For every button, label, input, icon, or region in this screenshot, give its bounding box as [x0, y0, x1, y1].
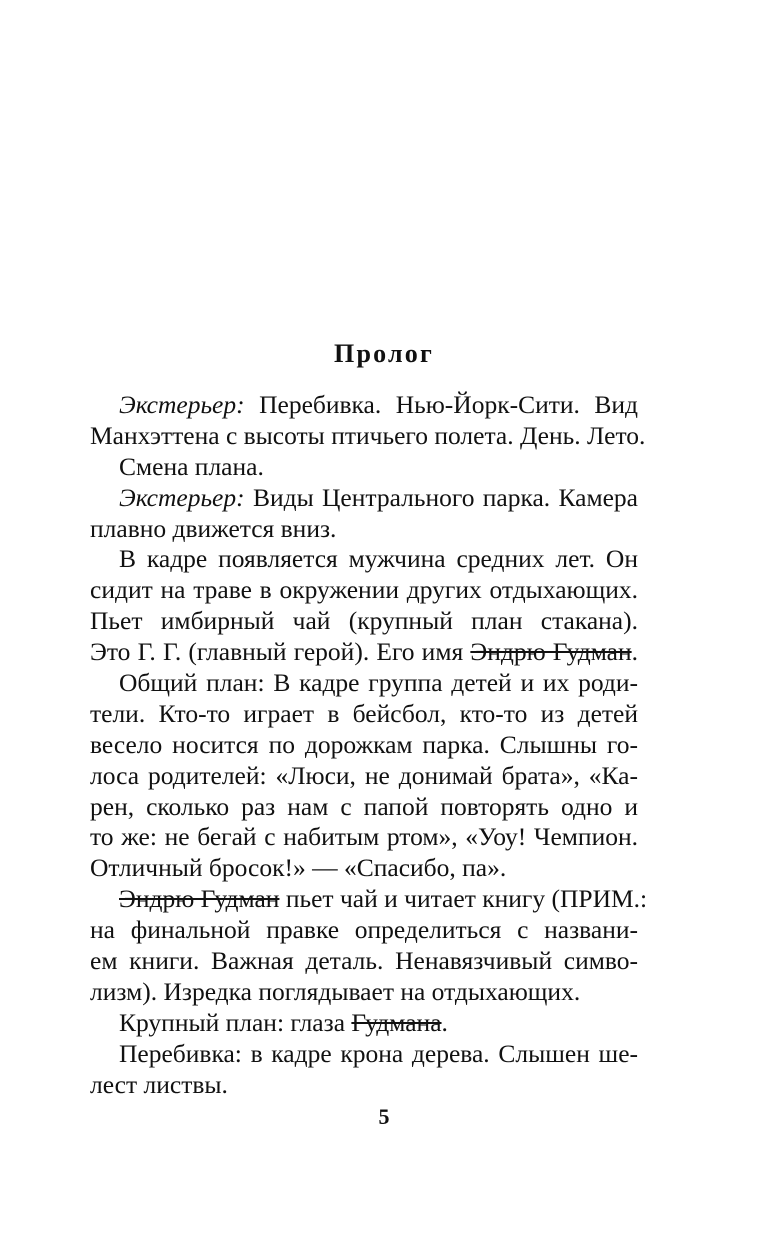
- paragraph-4-line-4: [90, 637, 638, 668]
- paragraph-3-line-1: [90, 483, 638, 514]
- text-fragment: .: [631, 637, 638, 667]
- scene-heading-exterior: Экстерьер:: [119, 390, 245, 419]
- paragraph-5-line-2: тели. Кто-то играет в бейсбол, кто-то из детей: [90, 698, 638, 728]
- text-fragment: Перебивка. Нью-Йорк-Сити. Вид: [259, 390, 639, 419]
- paragraph-7-line-1: [90, 1008, 638, 1039]
- paragraph-1-line-1: [90, 390, 638, 421]
- paragraph-5-line-4: лоса родителей: «Люси, не донимай брата», «Ка-: [90, 760, 638, 790]
- paragraph-4-line-2: сидит на траве в окружении других отдыхающих.: [90, 575, 638, 605]
- struck-name: Эндрю Гудман: [119, 884, 280, 914]
- chapter-title: Пролог: [334, 339, 434, 368]
- struck-name: Гудмана: [351, 1007, 442, 1037]
- paragraph-8-line-1: Перебивка: в кадре крона дерева. Слышен ше-: [119, 1038, 638, 1068]
- paragraph-1-line-2: Манхэттена с высоты птичьего полета. День. Лето.: [90, 420, 646, 450]
- text-fragment: пьет чай и читает книгу (ПРИМ.:: [279, 884, 648, 914]
- struck-name: Эндрю Гудман: [470, 637, 632, 667]
- paragraph-6-line-4: лизм). Изредка поглядывает на отдыхающих.: [90, 976, 581, 1006]
- paragraph-5-line-7: Отличный бросок!» — «Спасибо, па».: [90, 853, 507, 883]
- paragraph-4-line-1: В кадре появляется мужчина средних лет. Он: [119, 544, 638, 574]
- paragraph-5-line-5: рен, сколько раз нам с папой повторять одно и: [90, 791, 638, 821]
- paragraph-6-line-3: ем книги. Важная деталь. Ненавязчивый симво-: [90, 946, 638, 976]
- paragraph-4-line-3: Пьет имбирный чай (крупный план стакана).: [90, 606, 638, 636]
- paragraph-5-line-1: Общий план: В кадре группа детей и их роди-: [119, 668, 638, 698]
- text-fragment: Крупный план: глаза: [119, 1007, 352, 1037]
- paragraph-2-line-1: Смена плана.: [119, 451, 264, 481]
- page-number: 5: [378, 1104, 390, 1129]
- text-fragment: Это Г. Г. (главный герой). Его имя: [90, 637, 471, 667]
- paragraph-5-line-6: то же: не бегай с набитым ртом», «Уоу! Чемпион.: [90, 822, 638, 852]
- scene-heading-exterior: Экстерьер:: [119, 482, 245, 512]
- paragraph-3-line-2: плавно движется вниз.: [90, 513, 337, 543]
- body-text: [90, 390, 648, 1100]
- paragraph-6-line-1: [90, 884, 648, 915]
- paragraph-5-line-3: весело носится по дорожкам парка. Слышны го-: [90, 729, 638, 759]
- paragraph-6-line-2: на финальной правке определиться с названи-: [90, 915, 638, 945]
- text-fragment: .: [441, 1007, 448, 1037]
- paragraph-8-line-2: лест листвы.: [90, 1069, 228, 1099]
- text-fragment: Виды Центрального парка. Камера: [252, 482, 639, 512]
